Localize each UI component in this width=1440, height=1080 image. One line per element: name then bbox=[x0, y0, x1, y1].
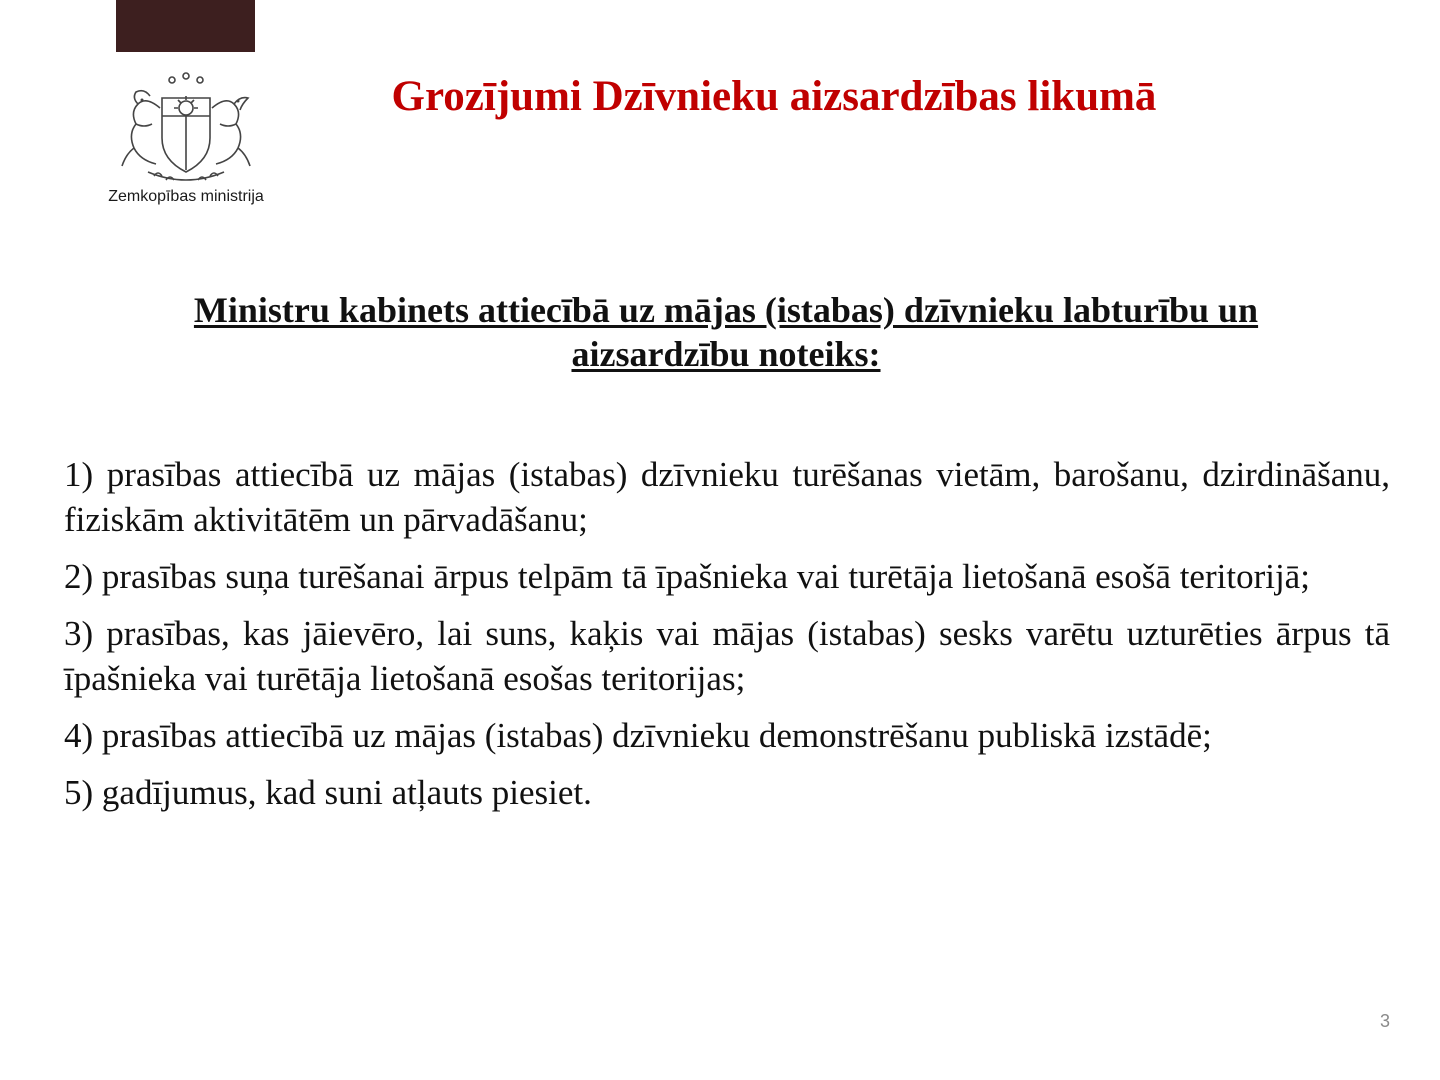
list-item: 5) gadījumus, kad suni atļauts piesiet. bbox=[64, 773, 592, 812]
slide-title: Grozījumi Dzīvnieku aizsardzības likumā bbox=[391, 73, 1157, 120]
section-heading: Ministru kabinets attiecībā uz mājas (istabas) dzīvnieku labturību un aizsardzību noteiks: bbox=[193, 290, 1259, 374]
list-item: 4) prasības attiecībā uz mājas (istabas) dzīvnieku demonstrēšanu publiskā izstādē; bbox=[64, 716, 1212, 755]
list-item: 3) prasības, kas jāievēro, lai suns, kaķis vai mājas (istabas) sesks varētu uzturēties ārpus tā īpašnieka vai turētāja lietošanā esošas teritorijas; bbox=[64, 614, 1390, 698]
requirements-list bbox=[64, 452, 1390, 827]
list-item: 2) prasības suņa turēšanai ārpus telpām tā īpašnieka vai turētāja lietošanā esošā teritorijā; bbox=[64, 557, 1310, 596]
top-accent-bar bbox=[116, 0, 255, 52]
page-number: 3 bbox=[1379, 1011, 1390, 1031]
list-item: 1) prasības attiecībā uz mājas (istabas) dzīvnieku turēšanas vietām, barošanu, dzirdināšanu, fiziskām aktivitātēm un pārvadāšanu; bbox=[64, 455, 1390, 539]
latvia-coat-of-arms-icon bbox=[108, 68, 264, 190]
ministry-name: Zemkopības ministrija bbox=[108, 188, 264, 205]
